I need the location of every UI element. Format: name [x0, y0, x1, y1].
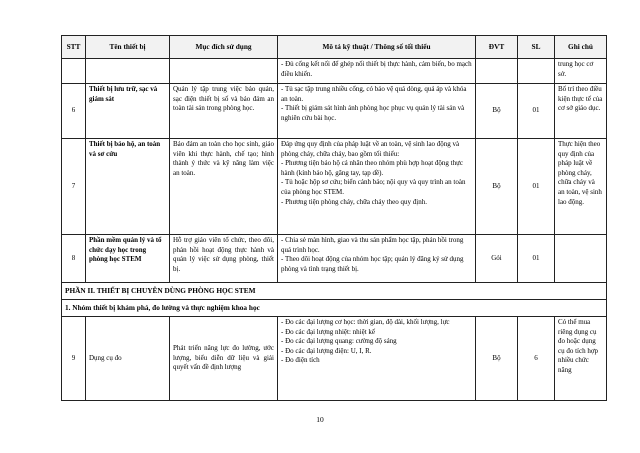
description-line: - Đủ cổng kết nối để ghép nối thiết bị thực hành, cảm biến, bo mạch điều khiển. — [281, 60, 472, 78]
row-unit: Gói — [476, 235, 518, 283]
description-line: - Tủ sạc tập trung nhiều cổng, có bảo vệ quá dòng, quá áp và khóa an toàn. — [281, 85, 467, 103]
row-unit: Bộ — [476, 84, 518, 139]
header-unit: ĐVT — [476, 36, 518, 59]
description-line: - Đo các đại lượng nhiệt: nhiệt kế — [281, 327, 375, 336]
row-name: Dụng cụ đo — [86, 317, 170, 401]
row-purpose: Phát triển năng lực đo lường, ước lượng, biểu diễn dữ liệu và giải quyết vấn đề định lượng — [170, 317, 278, 401]
header-note: Ghi chú — [555, 36, 607, 59]
description-line: - Thiết bị giám sát hình ảnh phòng học phục vụ quản lý tài sản và nghiên cứu bài học. — [281, 104, 465, 122]
row-name: Phần mềm quản lý và tổ chức dạy học trong phòng học STEM — [86, 235, 170, 283]
row-note: Bố trí theo điều kiện thực tế của cơ sở giáo dục. — [555, 84, 607, 139]
row-description — [278, 235, 476, 283]
row-qty: 6 — [518, 317, 555, 401]
header-name: Tên thiết bị — [86, 36, 170, 59]
row-stt: 6 — [62, 84, 86, 139]
page-number: 10 — [316, 415, 324, 424]
table-row — [62, 84, 607, 139]
row-description — [278, 139, 476, 235]
row-note: Thực hiện theo quy định của pháp luật về phòng cháy, chữa cháy và an toàn, vệ sinh lao động. — [555, 139, 607, 235]
description-line: - Đo các đại lượng quang: cường độ sáng — [281, 337, 397, 346]
row-name: Thiết bị lưu trữ, sạc và giám sát — [86, 84, 170, 139]
row-qty: 01 — [518, 84, 555, 139]
row-description — [278, 317, 476, 401]
row-qty: 01 — [518, 235, 555, 283]
description-line: - Phương tiện bảo hộ cá nhân theo nhóm phù hợp hoạt động thực hành (kính bảo hộ, găng tay, tạp dề). — [281, 159, 463, 177]
header-purpose: Mục đích sử dụng — [170, 36, 278, 59]
description-line: - Theo dõi hoạt động của nhóm học tập; quản lý đăng ký sử dụng phòng và tình trạng thiết bị. — [281, 255, 464, 273]
table-row — [62, 317, 607, 401]
description-line: - Đo các đại lượng điện: U, I, R. — [281, 346, 372, 355]
header-qty: SL — [518, 36, 555, 59]
section-row — [62, 283, 607, 300]
row-description — [278, 59, 476, 84]
table-row-continued — [62, 59, 607, 84]
row-note: Có thể mua riêng dụng cụ đo hoặc dụng cụ đo tích hợp nhiều chức năng — [555, 317, 607, 401]
description-line: - Tủ hoặc hộp sơ cứu; biển cảnh báo; nội quy và quy trình an toàn của phòng học STEM. — [281, 178, 466, 196]
description-line: - Phương tiện phòng cháy, chữa cháy theo quy định. — [281, 197, 427, 206]
table-row — [62, 139, 607, 235]
description-line: Đáp ứng quy định của pháp luật về an toàn, vệ sinh lao động và phòng cháy, chữa cháy, bao gồm tối thiểu: — [281, 140, 460, 158]
group-row — [62, 300, 607, 317]
row-qty: 01 — [518, 139, 555, 235]
row-description — [278, 84, 476, 139]
description-line: - Đo các đại lượng cơ học: thời gian, độ dài, khối lượng, lực — [281, 318, 450, 326]
row-purpose: Quản lý tập trung việc bảo quản, sạc điện thiết bị số và bảo đảm an toàn tài sản trong phòng học. — [170, 84, 278, 139]
row-name: Thiết bị bảo hộ, an toàn và sơ cứu — [86, 139, 170, 235]
row-unit: Bộ — [476, 317, 518, 401]
table-header-row — [62, 36, 607, 59]
row-purpose: Bảo đảm an toàn cho học sinh, giáo viên khi thực hành, chế tạo; hình thành ý thức và kỹ năng làm việc an toàn. — [170, 139, 278, 235]
row-note: trung học cơ sở. — [555, 59, 607, 84]
row-stt: 7 — [62, 139, 86, 235]
description-line: - Đo điện tích — [281, 356, 320, 365]
header-stt: STT — [62, 36, 86, 59]
equipment-table — [61, 35, 607, 401]
table-row — [62, 235, 607, 283]
row-purpose: Hỗ trợ giáo viên tổ chức, theo dõi, phản hồi hoạt động thực hành và quản lý việc sử dụng phòng, thiết bị. — [170, 235, 278, 283]
row-stt: 8 — [62, 235, 86, 283]
section-title: PHẦN II. THIẾT BỊ CHUYÊN DÙNG PHÒNG HỌC STEM — [62, 283, 607, 300]
row-note — [555, 235, 607, 283]
row-unit: Bộ — [476, 139, 518, 235]
group-title: 1. Nhóm thiết bị khám phá, đo lường và thực nghiệm khoa học — [62, 300, 607, 317]
row-stt: 9 — [62, 317, 86, 401]
description-line: - Chia sẻ màn hình, giao và thu sản phẩm học tập, phản hồi trong quá trình học. — [281, 236, 464, 254]
header-description: Mô tả kỹ thuật / Thông số tối thiểu — [278, 36, 476, 59]
